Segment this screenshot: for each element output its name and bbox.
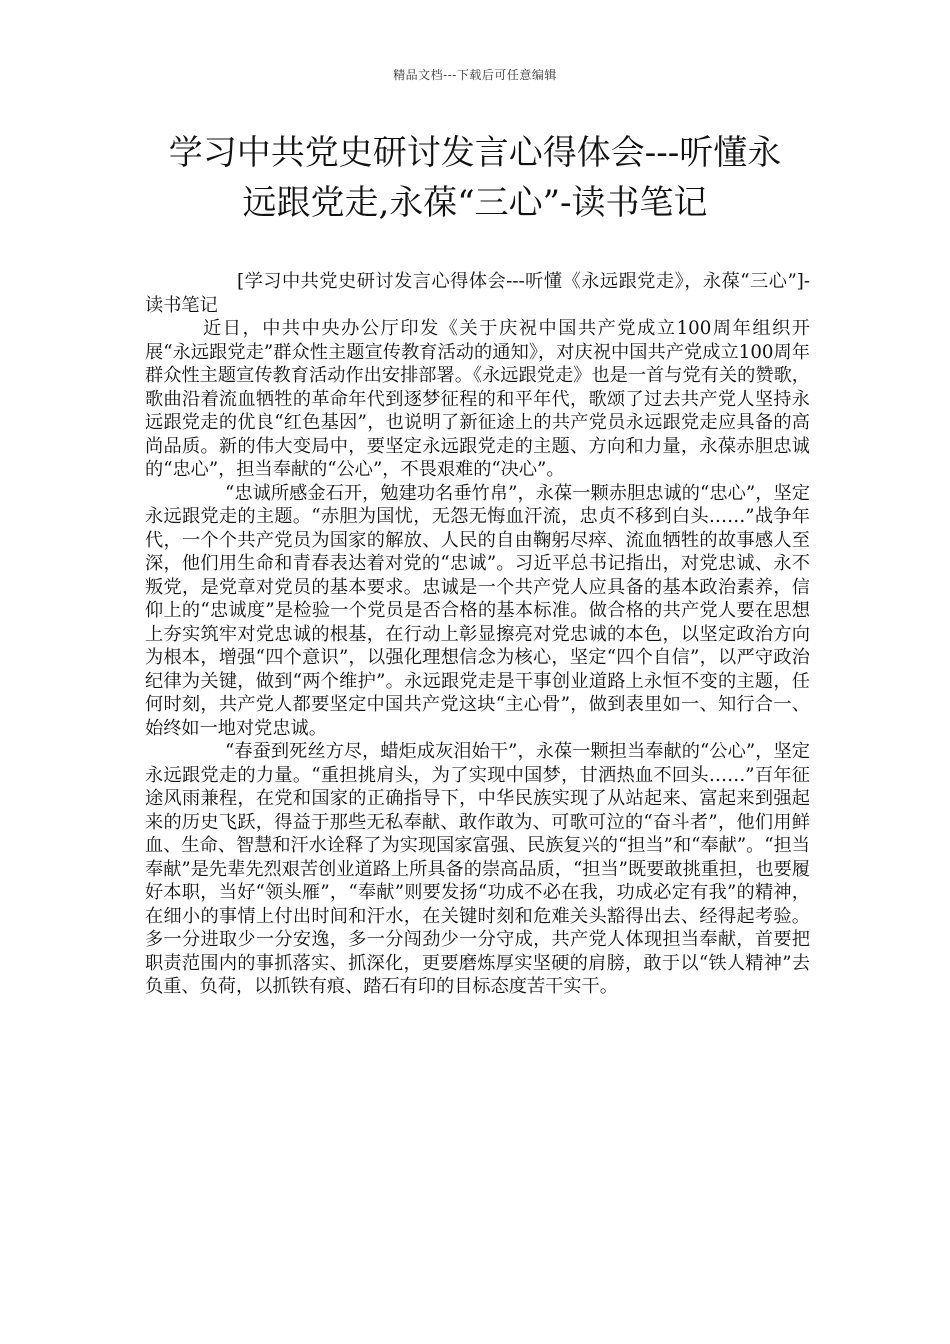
paragraph-intro: 近日，中共中央办公厅印发《关于庆祝中国共产党成立100周年组织开展“永远跟党走”群众性主题宣传教育活动的通知》，对庆祝中国共产党成立100周年群众性主题宣传教育活动作出安排部署。《永远跟党走》也是一首与党有关的赞歌，歌曲沿着流血牺牲的革命年代到逐梦征程的和平年代，歌颂了过去共产党人坚持永远跟党走的优良“红色基因”，也说明了新征途上的共产党员永远跟党走应具备的高尚品质。新的伟大变局中，要坚定永远跟党走的主题、方向和力量，永葆赤胆忠诚的“忠心”，担当奉献的“公心”，不畏艰难的“决心”。 [145, 318, 810, 480]
document-body [145, 270, 810, 999]
title-line-2: 远跟党走,永葆“三心”-读书笔记 [242, 183, 708, 223]
header-note: 精品文档---下载后可任意编辑 [393, 68, 557, 82]
paragraph-loyalty: “忠诚所感金石开，勉建功名垂竹帛”，永葆一颗赤胆忠诚的“忠心”，坚定永远跟党走的主题。“赤胆为国忧，无怨无悔血汗流，忠贞不移到白头……”战争年代，一个个共产党员为国家的解放、人民的自由鞠躬尽瘁、流血牺牲的故事感人至深，他们用生命和青春表达着对党的“忠诚”。习近平总书记指出，对党忠诚、永不叛党，是党章对党员的基本要求。忠诚是一个共产党人应具备的基本政治素养，信仰上的“忠诚度”是检验一个党员是否合格的基本标准。做合格的共产党人要在思想上夯实筑牢对党忠诚的根基，在行动上彰显擦亮对党忠诚的本色，以坚定政治方向为根本，增强“四个意识”，以强化理想信念为核心，坚定“四个自信”，以严守政治纪律为关键，做到“两个维护”。永远跟党走是干事创业道路上永恒不变的主题，任何时刻，共产党人都要坚定中国共产党这块“主心骨”，做到表里如一、知行合一、始终如一地对党忠诚。 [145, 482, 810, 739]
paragraph-dedication: “春蚕到死丝方尽，蜡炬成灰泪始干”，永葆一颗担当奉献的“公心”，坚定永远跟党走的力量。“重担挑肩头，为了实现中国梦，甘洒热血不回头……”百年征途风雨兼程，在党和国家的正确指导下，中华民族实现了从站起来、富起来到强起来的历史飞跃，得益于那些无私奉献、敢作敢为、可歌可泣的“奋斗者”，他们用鲜血、生命、智慧和汗水诠释了为实现国家富强、民族复兴的“担当”和“奉献”。“担当奉献”是先辈先烈艰苦创业道路上所具备的崇高品质，“担当”既要敢挑重担，也要履好本职，当好“领头雁”，“奉献”则要发扬“功成不必在我，功成必定有我”的精神，在细小的事情上付出时间和汗水，在关键时刻和危难关头豁得出去、经得起考验。多一分进取少一分安逸，多一分闯劲少一分守成，共产党人体现担当奉献，首要把职责范围内的事抓落实、抓深化，更要磨炼厚实坚硬的肩膀，敢于以“铁人精神”去负重、负荷，以抓铁有痕、踏石有印的目标态度苦干实干。 [145, 741, 810, 997]
title-line-1: 学习中共党史研讨发言心得体会---听懂永 [168, 133, 782, 173]
document-title [130, 128, 820, 228]
paragraph-subtitle: [学习中共党史研讨发言心得体会---听懂《永远跟党走》，永葆“三心”]-读书笔记 [145, 271, 810, 316]
